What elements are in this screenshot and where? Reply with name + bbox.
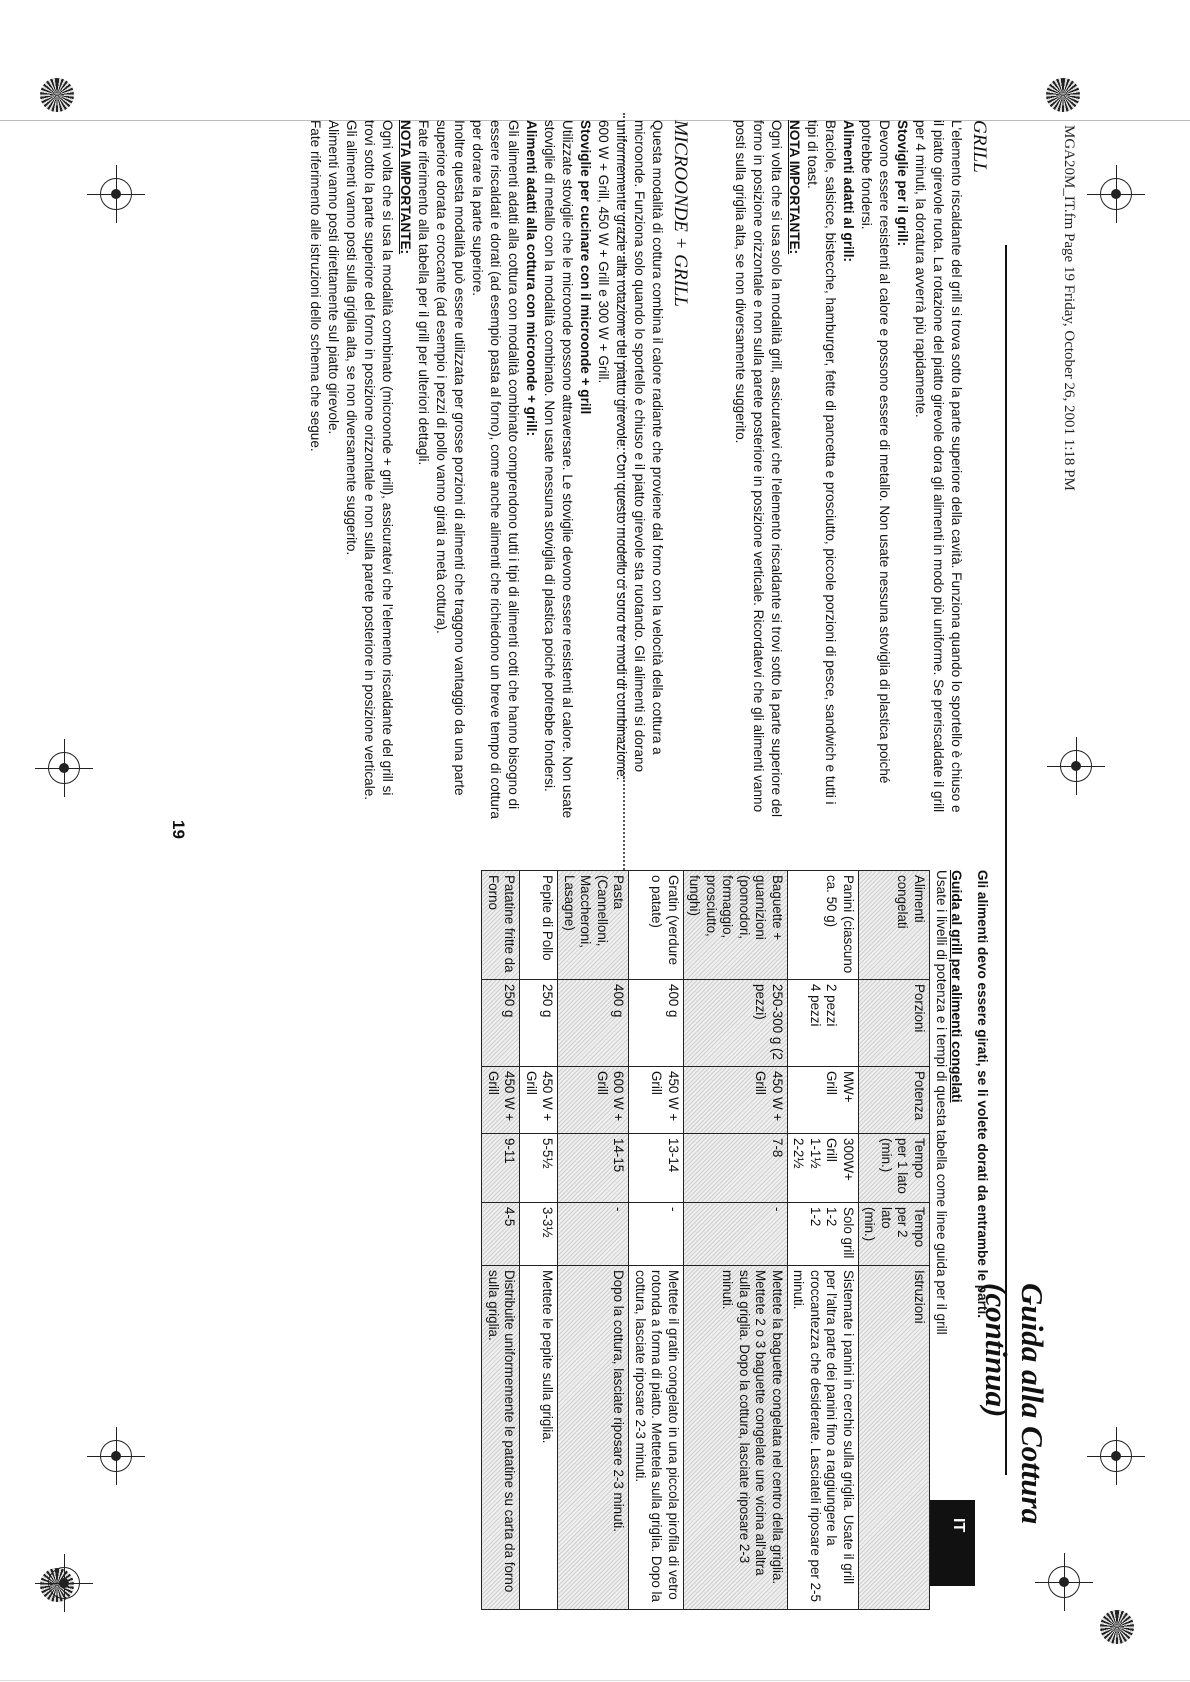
cell-time-side1: 7-8 [684, 1134, 788, 1203]
combo-title: MICROONDE + GRILL [670, 120, 691, 307]
header-power: Potenza [859, 1067, 930, 1134]
cell-power: 450 W + Grill [629, 1067, 684, 1134]
grill-dishes-heading: Stoviglie per il grill: [895, 120, 910, 247]
cell-time-side1: 5-5½ [520, 1134, 558, 1203]
crop-mark-top-center [48, 752, 80, 784]
grill-intro: L'elemento riscaldante del grill si trova sotto la parte superiore della cavità. Funziona quando lo sportello è chiuso e il piatto girevole ruota. La rotazione del piatto girevole dora gli alimenti in modo più uniforme. Se preriscaldate il grill per 4 minuti, la doratura avverrà più rapidamente. [913, 120, 964, 813]
file-info-line: MGA20M_IT.fm Page 19 Friday, October 26, 2001 1:18 PM [1061, 125, 1077, 491]
cell-time-side1: 13-14 [629, 1134, 684, 1203]
combo-note-heading: NOTA IMPORTANTE: [398, 120, 413, 255]
combo-dishes-text: Utilizzate stoviglie che le microonde possono attraversare. Le stoviglie devono essere resistenti al calore. Non usate stoviglie di metallo con la modalità combinato. Non usate nessuna stoviglia di plastica poiché potrebbe fondersi. [542, 120, 575, 819]
combo-note-text-3: Fate riferimento alle istruzioni dello schema che segue. [308, 120, 323, 452]
cell-food: Patatine fritte da Forno [482, 871, 520, 980]
grill-note-text: Ogni volta che si usa solo la modalità grill, assicuratevi che l'elemento riscaldante si trovi sotto la parte superiore del forno in posizione orizzontale e non sulla parete posteriore in posizione verticale. Ricordatevi che gli alimenti vanno posti sulla griglia alta, se non diversamente suggerito. [733, 120, 784, 817]
trim-line [0, 1680, 1190, 1681]
cell-food: Baguette + guarnizioni (pomodori, formaggio, prosciutto, funghi) [684, 871, 788, 980]
cell-time-side2: 3-3½ [520, 1203, 558, 1266]
cell-power: 450 W + Grill [684, 1067, 788, 1134]
header-instructions: Istruzioni [859, 1266, 930, 1610]
combo-section [306, 120, 691, 820]
cell-instructions: Distribuite uniformemente le patatine su carta da forno sulla griglia. [482, 1266, 520, 1610]
header-portion: Porzioni [859, 980, 930, 1067]
cell-time-side2: - [558, 1203, 629, 1266]
cell-time-side2: - [629, 1203, 684, 1266]
combo-note-text-2: Alimenti vanno posti direttamente sul piatto girevole. [326, 120, 341, 435]
page-body [135, 80, 1095, 1640]
frozen-food-grill-table [482, 870, 931, 1610]
turn-food-note: Gli alimenti devo essere girati, se li volete dorati da entrambe le parti. [975, 870, 990, 1318]
registration-dial-bottom-right [1100, 1610, 1134, 1644]
cell-time-side2: - [684, 1203, 788, 1266]
combo-foods-heading: Alimenti adatti alla cottura con microonde + grill: [524, 120, 539, 437]
left-column [306, 120, 990, 820]
table-title: Guida al grill per alimenti congelati [949, 870, 965, 1103]
cell-time-side2: Solo grill 1-2 1-2 [788, 1203, 859, 1266]
combo-note-text: Ogni volta che si usa la modalità combinato (microonde + grill), assicuratevi che l'elemento riscaldante del grill si trovi sotto la parte superiore del forno in posizione orizzontale e non sulla parete posteriore in posizione verticale. Gli alimenti vanno posti sulla griglia alta, se non diversamente suggerito. [344, 120, 395, 801]
header-food: Alimenti congelati [859, 871, 930, 980]
grill-foods-heading: Alimenti adatti al grill: [841, 120, 856, 262]
crop-mark-right-lower [1100, 1440, 1132, 1472]
cell-food: Pasta (Cannelloni, Maccheroni, Lasagne) [558, 871, 629, 980]
grill-title: GRILL [969, 120, 990, 173]
cell-instructions: Mettete il gratin congelato in una piccola pirofila di vetro rotonda a forma di piatto. Mettetela sulla griglia. Dopo la cottura, lasciate riposare 2-3 minuti. [629, 1266, 684, 1610]
cell-instructions: Mettete la baguette congelata nel centro della griglia. Mettete 2 o 3 baguette congelate une vicina all'altra sulla griglia. Dopo la cottura, lasciate riposare 2-3 minuti. [684, 1266, 788, 1610]
table-row [558, 871, 629, 1610]
cell-portion: 400 g [629, 980, 684, 1067]
cell-power: 450 W + Grill [482, 1067, 520, 1134]
table-header-row [859, 871, 930, 1610]
combo-modes: 600 W + Grill, 450 W + Grill e 300 W + Grill. [596, 120, 611, 384]
right-column [482, 870, 991, 1610]
grill-note-heading: NOTA IMPORTANTE: [787, 120, 802, 255]
combo-intro: Questa modalità di cottura combina il calore radiante che proviene dal forno con la velocità della cottura a microonde. Funziona solo quando lo sportello è chiuso e il piatto girevole sta ruotando. Gli alimenti si dorano uniformemente grazie alla rotazione del piatto girevole. Con questo modello ci sono tre modi di combinazione: [614, 120, 665, 781]
table-intro: Usate i livelli di potenza e i tempi di questa tabella come linee guida per il grill [934, 870, 949, 1335]
cell-time-side1: 9-11 [482, 1134, 520, 1203]
cell-portion: 2 pezzi 4 pezzi [788, 980, 859, 1067]
table-row [684, 871, 788, 1610]
registration-dial-top-left [40, 78, 74, 112]
cell-portion: 250 g [482, 980, 520, 1067]
table-row [520, 871, 558, 1610]
grill-section [731, 120, 990, 820]
page-title: Guida alla Cottura (continua) [979, 1283, 1050, 1525]
combo-para2: Inoltre questa modalità può essere utilizzata per grosse porzioni di alimenti che traggono vantaggio da una parte superiore dorata e croccante (ad esempio i pezzi di pollo vanno girati a metà cottura). [434, 120, 467, 796]
table-row [629, 871, 684, 1610]
grill-foods-text: Braciole, salsicce, bistecche, hamburger, fette di pancetta e prosciutto, piccole porzioni di pesce, sandwich e tutti i tipi di toast. [805, 120, 838, 805]
cell-instructions: Dopo la cottura, lasciate riposare 2-3 minuti. [558, 1266, 629, 1610]
crop-mark-top-right [1100, 178, 1132, 210]
header-time-side1: Tempo per 1 lato (min.) [859, 1134, 930, 1203]
cell-portion: 250-300 g (2 pezzi) [684, 980, 788, 1067]
header-time-side2: Tempo per 2 lato (min.) [859, 1203, 930, 1266]
cell-food: Gratin (verdure o patate) [629, 871, 684, 980]
page-number: 19 [169, 820, 188, 839]
crop-mark-bottom-left [48, 1567, 80, 1599]
cell-food: Panini (ciascuno ca. 50 g) [788, 871, 859, 980]
cell-time-side1: 300W+ Grill 1-1½ 2-2½ [788, 1134, 859, 1203]
cell-power: 600 W + Grill [558, 1067, 629, 1134]
combo-dishes-heading: Stoviglie per cucinare con il microonde + grill [578, 120, 593, 415]
combo-para3: Fate riferimento alla tabella per il grill per ulteriori dettagli. [416, 120, 431, 466]
combo-foods-text: Gli alimenti adatti alla cottura con modalità combinato comprendono tutti i tipi di alimenti cotti che hanno bisogno di essere riscaldati e dorati (ad esempio pasta al forno), come anche alimenti che richiedono un breve tempo di cottura per dorare la parte superiore. [470, 120, 521, 819]
cell-food: Pepite di Pollo [520, 871, 558, 980]
cell-power: 450 W + Grill [520, 1067, 558, 1134]
table-row [482, 871, 520, 1610]
language-tab: IT [928, 1500, 975, 1586]
cell-time-side2: 4-5 [482, 1203, 520, 1266]
cell-portion: 250 g [520, 980, 558, 1067]
grill-dishes-text: Devono essere resistenti al calore e possono essere di metallo. Non usate nessuna stoviglia di plastica poiché potrebbe fondersi. [859, 120, 892, 784]
cell-time-side1: 14-15 [558, 1134, 629, 1203]
cell-power: MW+ Grill [788, 1067, 859, 1134]
table-row [788, 871, 859, 1610]
cell-instructions: Sistemate i panini in cerchio sulla griglia. Usate il grill per l'altra parte dei panini fino a raggiungere la croccantezza che desiderate. Lasciateli riposare per 2-5 minuti. [788, 1266, 859, 1610]
cell-portion: 400 g [558, 980, 629, 1067]
cell-instructions: Mettete le pepite sulla griglia. [520, 1266, 558, 1610]
